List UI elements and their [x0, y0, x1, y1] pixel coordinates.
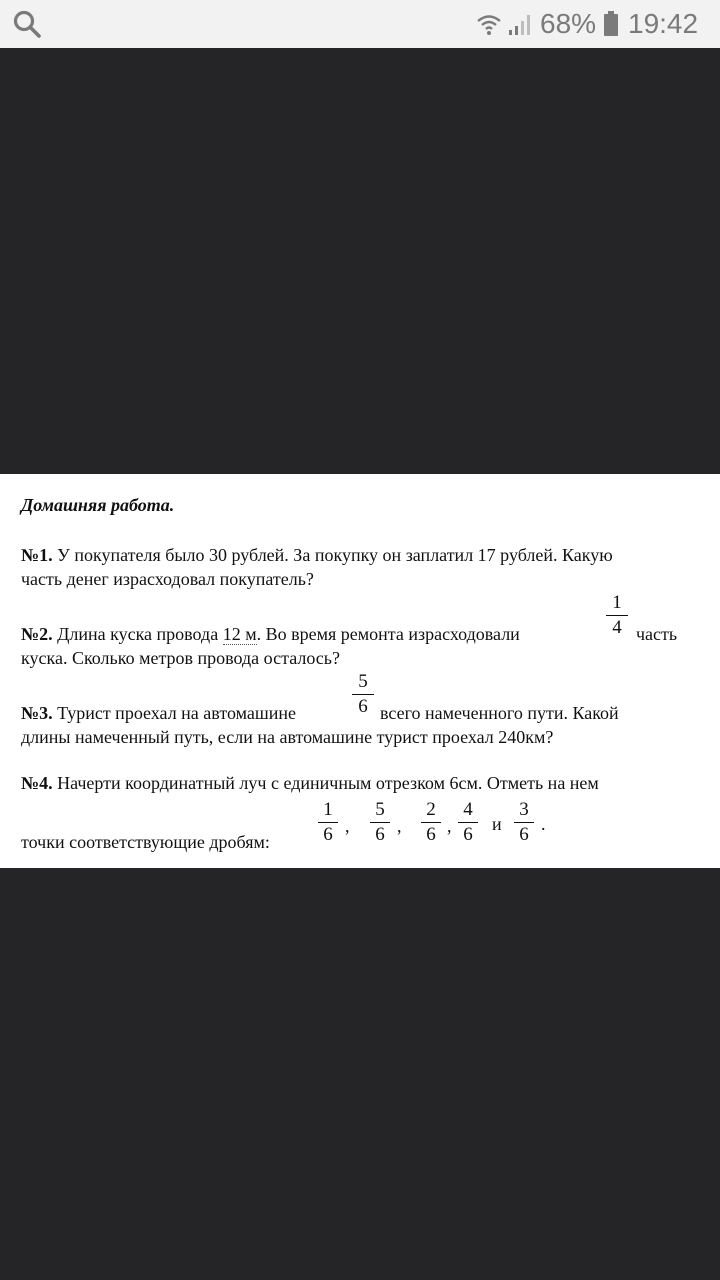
battery-percent: 68% — [540, 8, 597, 39]
document-title: Домашняя работа. — [21, 495, 175, 515]
fraction-bar — [458, 822, 478, 823]
fraction-bar — [606, 615, 628, 616]
task4-text-line1: Начерти координатный луч с единичным отрезком 6см. Отметь на нем — [57, 773, 599, 793]
task2-length: 12 м — [222, 624, 257, 644]
fraction-bar — [318, 822, 338, 823]
fraction-numerator: 2 — [426, 799, 436, 820]
fraction-numerator: 1 — [323, 799, 333, 820]
task2-text-line2: куска. Сколько метров провода осталось? — [21, 648, 340, 668]
task4-period: . — [541, 814, 546, 834]
task1-line1 — [21, 545, 613, 566]
task4-fraction-2 — [370, 799, 390, 846]
task3-text-a: Турист проехал на автомашине — [57, 703, 296, 723]
task3-text-line2: длины намеченный путь, если на автомашине турист проехал 240км? — [21, 727, 554, 747]
fraction-denominator: 6 — [519, 824, 529, 845]
fraction-numerator: 5 — [375, 799, 385, 820]
task1-text-line1: У покупателя было 30 рублей. За покупку он заплатил 17 рублей. Какую — [57, 545, 613, 565]
task4-fraction-5 — [514, 799, 534, 846]
fraction-bar — [421, 822, 441, 823]
task4-line1 — [21, 773, 599, 794]
signal-icon — [507, 12, 533, 36]
task4-fraction-3 — [421, 799, 441, 846]
fraction-denominator: 6 — [463, 824, 473, 845]
task1-number: №1. — [21, 545, 53, 565]
wifi-icon — [476, 12, 502, 36]
fraction-bar — [514, 822, 534, 823]
task2-text-d: часть — [636, 624, 678, 644]
task3-number: №3. — [21, 703, 53, 723]
task2-number: №2. — [21, 624, 53, 644]
task4-fraction-1 — [318, 799, 338, 846]
fraction-denominator: 4 — [612, 617, 622, 638]
fraction-bar — [352, 694, 374, 695]
task4-fraction-4 — [458, 799, 478, 846]
fraction-numerator: 4 — [463, 799, 473, 820]
task1-text-line2: часть денег израсходовал покупатель? — [21, 569, 314, 589]
task4-text-line2: точки соответствующие дробям: — [21, 832, 270, 852]
status-bar — [0, 0, 720, 48]
clock: 19:42 — [628, 8, 699, 39]
task2-line1 — [21, 624, 520, 645]
task2-text-c: . Во время ремонта израсходовали — [256, 624, 520, 644]
task3-line1 — [21, 703, 296, 724]
fraction-numerator: 3 — [519, 799, 529, 820]
task4-comma: , — [345, 816, 350, 836]
task4-comma: , — [447, 816, 452, 836]
fraction-denominator: 6 — [426, 824, 436, 845]
fraction-numerator: 5 — [358, 671, 368, 692]
fraction-denominator: 6 — [375, 824, 385, 845]
fraction-denominator: 6 — [358, 696, 368, 717]
task2-text-a: Длина куска провода — [57, 624, 223, 644]
fraction-bar — [370, 822, 390, 823]
search-icon[interactable] — [12, 9, 42, 39]
task3-fraction — [352, 671, 374, 718]
task4-comma: , — [397, 816, 402, 836]
task2-fraction — [606, 592, 628, 639]
fraction-numerator: 1 — [612, 592, 622, 613]
battery-icon — [603, 11, 619, 37]
task4-and: и — [492, 814, 502, 834]
task4-number: №4. — [21, 773, 53, 793]
homework-document-image — [0, 474, 720, 868]
task3-text-b: всего намеченного пути. Какой — [380, 703, 619, 723]
fraction-denominator: 6 — [323, 824, 333, 845]
